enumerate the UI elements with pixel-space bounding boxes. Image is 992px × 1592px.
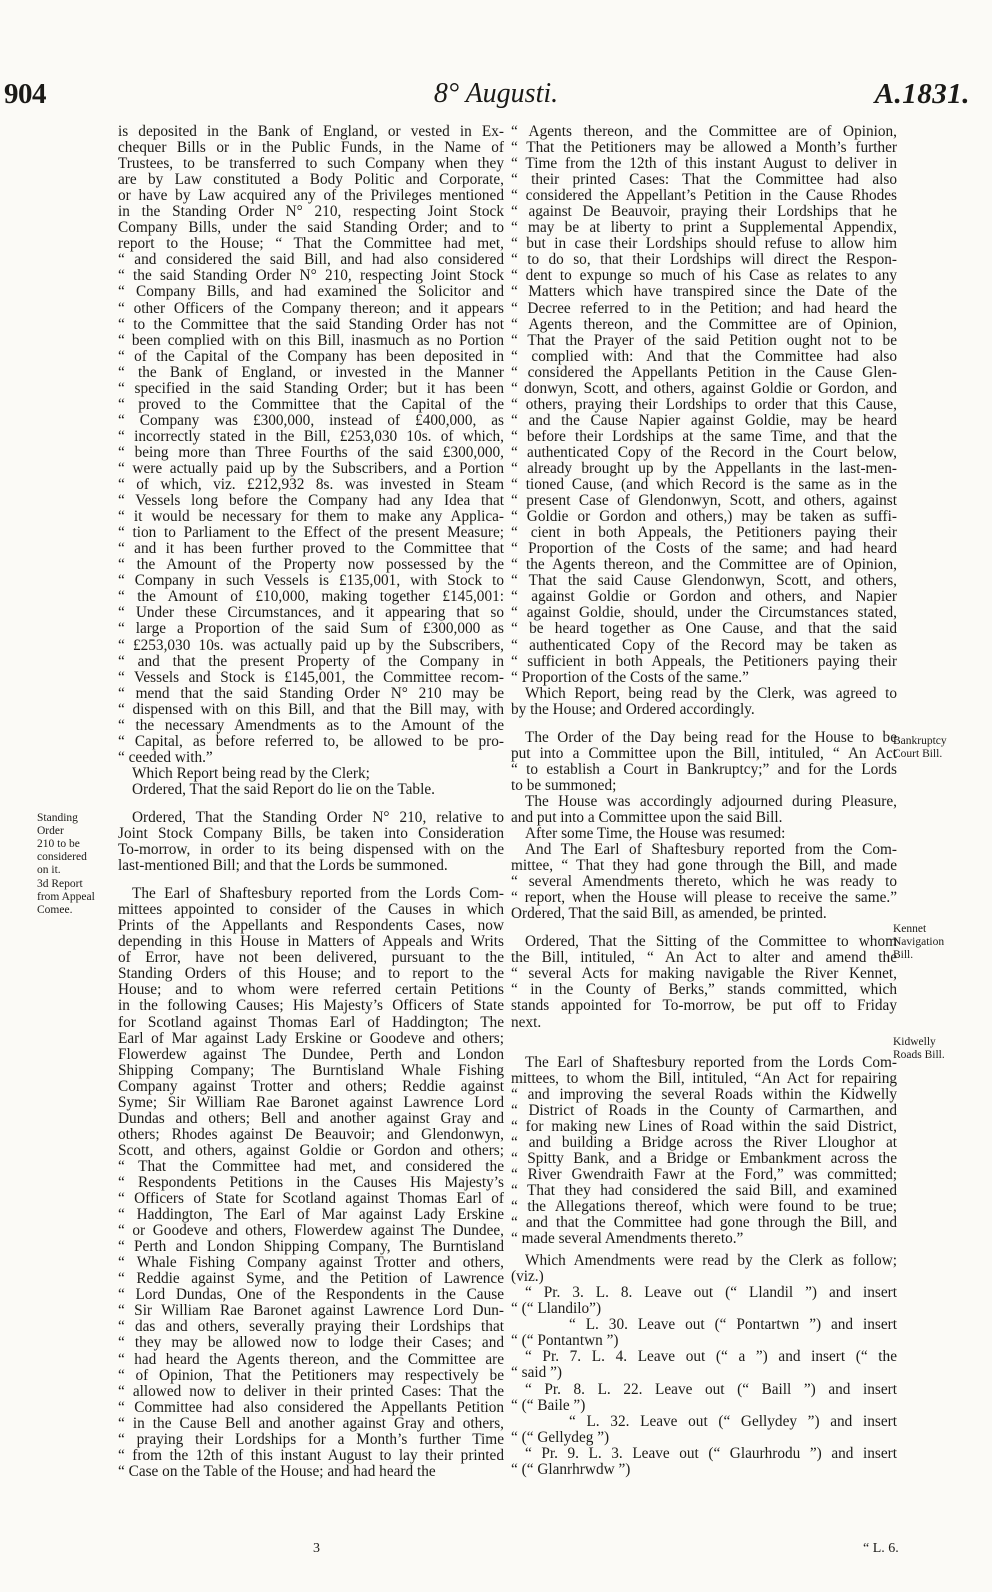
text-line: “ specified in the said Standing Order; but it has been [118, 380, 504, 397]
margin-note-line: 210 to be [37, 838, 80, 850]
text-line: “ cient in both Appeals, the Petitioners paying their [511, 525, 897, 542]
text-line: Shipping Company; The Burntisland Whale Fishing [118, 1062, 504, 1079]
margin-note-line: Standing [37, 812, 78, 824]
text-line: “ Lord Dundas, One of the Respondents in the Cause [118, 1287, 504, 1304]
text-line: “ to do so, that their Lordships will direct the Respon- [511, 252, 897, 269]
text-line: “ it would be necessary for them to make any Applica- [118, 509, 504, 526]
text-line: “ had heard the Agents thereon, and the Committee are [118, 1351, 504, 1368]
text-line: Company against Trotter and others; Reddie against [118, 1078, 504, 1095]
margin-note-kennet [893, 923, 985, 962]
text-line: “ against De Beauvoir, praying their Lordships that he [511, 204, 897, 221]
text-line: stands appointed for To-morrow, be put off to Friday [511, 998, 897, 1015]
amendment-line: “ (“ Baile ”) [511, 1397, 586, 1414]
text-line: “ in the County of Berks,” stands committed, which [511, 982, 897, 999]
margin-note-line: Court Bill. [893, 748, 943, 760]
text-line: “ Officers of State for Scotland against Thomas Earl of [118, 1191, 504, 1208]
text-line: “ Proportion of the Costs of the same.” [511, 669, 749, 686]
right-paragraph-9 [511, 1253, 897, 1285]
text-line: “ Sir William Rae Baronet against Lawrence Lord Dun- [118, 1303, 504, 1320]
text-line: “ to establish a Court in Bankruptcy;” and for the Lords [511, 761, 897, 778]
margin-note-line: on it. [37, 864, 61, 876]
text-line: Flowerdew against The Dundee, Perth and London [118, 1046, 504, 1063]
amendment-line: “ (“ Llandilo”) [511, 1301, 602, 1318]
text-line: by the House; and Ordered accordingly. [511, 701, 755, 718]
text-line: “ several Acts for making navigable the River Kennet, [511, 966, 897, 983]
text-line: “ of which, viz. £212,932 8s. was invested in Steam [118, 477, 504, 494]
text-line: “ Vessels and Stock is £145,001, the Committee recom- [118, 669, 504, 686]
text-line: the Bill, intituled, “ An Act to alter and amend the [511, 950, 897, 967]
text-line: for Scotland against Thomas Earl of Haddington; The [118, 1014, 504, 1031]
left-paragraph-3 [118, 810, 504, 874]
text-line: last-mentioned Bill; and that the Lords be summoned. [118, 858, 448, 875]
text-line: mittees, to whom the Bill, intituled, “An Act for repairing [511, 1070, 897, 1087]
text-line: chequer Bills or in the Public Funds, in the Name of [118, 140, 504, 157]
text-line: “ present Case of Glendonwyn, Scott, and others, against [511, 493, 897, 510]
text-line: “ but in case their Lordships should refuse to allow him [511, 236, 897, 253]
text-line: “ and that the Committee had gone through the Bill, and [511, 1215, 897, 1232]
text-line: “ the Amount of the Property now possessed by the [118, 557, 504, 574]
text-line: “ considered the Appellants Petition in the Cause Glen- [511, 364, 897, 381]
text-line: “ complied with: And that the Committee had also [511, 348, 897, 365]
margin-note-line: Comee. [37, 904, 73, 916]
text-line: “ and building a Bridge across the River Lloughor at [511, 1134, 897, 1151]
margin-note-line: Kidwelly [893, 1036, 936, 1048]
amendment-line: “ Pr. 7. L. 4. Leave out (“ a ”) and insert (“ the [525, 1349, 897, 1366]
margin-note-line: Order [37, 825, 64, 837]
text-line: “ Haddington, The Earl of Mar against Lady Erskine [118, 1207, 504, 1224]
left-paragraph-1 [118, 124, 504, 766]
text-line: “ Agents thereon, and the Committee are of Opinion, [511, 124, 897, 140]
right-column [511, 124, 897, 1478]
text-line: “ in the Cause Bell and another against Gray and others, [118, 1415, 504, 1432]
text-line: “ several Amendments thereto, which he was ready to [511, 874, 897, 891]
right-paragraph-2 [511, 686, 897, 718]
text-line: Scott, and others, against Goldie or Gordon and others; [118, 1142, 504, 1159]
margin-note-line: Bill. [893, 949, 914, 961]
text-line: “ Capital, as before referred to, be allowed to be pro- [118, 733, 504, 750]
text-line: “ and improving the several Roads within the Kidwelly [511, 1086, 897, 1103]
text-line: The Earl of Shaftesbury reported from the Lords Com- [525, 1054, 897, 1071]
text-line: “ Decree referred to in the Petition; and had heard the [511, 300, 897, 317]
text-line: Joint Stock Company Bills, be taken into Consideration [118, 826, 504, 843]
text-line: “ tioned Cause, (and which Record is the same as in the [511, 477, 897, 494]
margin-note-line: 3d Report [37, 878, 83, 890]
text-line: “ and it has been further proved to the Committee that [118, 541, 504, 558]
text-line: and put into a Committee upon the said Bill. [511, 809, 783, 826]
amendment-line: “ L. 32. Leave out (“ Gellydey ”) and insert [569, 1413, 897, 1430]
text-line: “ the Allegations thereof, which were found to be true; [511, 1199, 897, 1215]
text-line: “ considered the Appellant’s Petition in the Cause Rhodes [511, 188, 897, 205]
text-line: (viz.) [511, 1269, 544, 1286]
text-line: “ large a Proportion of the said Sum of £300,000 as [118, 621, 504, 638]
text-line: “ Proportion of the Costs of the same; and had heard [511, 541, 897, 558]
text-line: Earl of Mar against Lady Erskine or Goodeve and others; [118, 1030, 504, 1047]
text-line: “ Spitty Bank, and a Bridge or Embankment across the [511, 1150, 897, 1167]
text-line: mittees appointed to consider of the Causes in which [118, 902, 504, 919]
text-line: in the following Causes; His Majesty’s Officers of State [118, 998, 504, 1015]
text-line: “ others, praying their Lordships to order that this Cause, [511, 396, 897, 413]
text-line: “ District of Roads in the County of Carmarthen, and [511, 1102, 897, 1119]
text-line: The Earl of Shaftesbury reported from the Lords Com- [132, 886, 504, 903]
margin-note-line: from Appeal [37, 891, 95, 903]
amendment-line: “ (“ Gellydeg ”) [511, 1429, 610, 1446]
margin-note-third-report [37, 878, 103, 917]
right-paragraph-3 [511, 730, 897, 794]
text-line: “ Respondents Petitions in the Causes His Majesty’s [118, 1175, 504, 1191]
text-line: Dundas and others; Bell and another against Gray and [118, 1110, 504, 1127]
text-line: Ordered, That the said Bill, as amended, be printed. [511, 906, 827, 923]
text-line: put into a Committee upon the Bill, intituled, “ An Act [511, 745, 897, 762]
text-line: “ sufficient in both Appeals, the Petitioners paying their [511, 653, 897, 670]
text-line: “ Company Bills, and had examined the Solicitor and [118, 284, 504, 301]
text-line: “ made several Amendments thereto.” [511, 1231, 744, 1248]
text-line: “ their printed Cases: That the Committee had also [511, 172, 897, 189]
amendment-line: “ Pr. 9. L. 3. Leave out (“ Glaurhrodu ”) and insert [525, 1445, 897, 1462]
text-line: “ were actually paid up by the Subscribers, and a Portion [118, 460, 504, 477]
text-line: of Error, have not been delivered, pursuant to the [118, 950, 504, 967]
text-line: “ already brought up by the Appellants in the last-men- [511, 460, 897, 477]
text-line: Trustees, to be transferred to such Company when they [118, 156, 504, 173]
text-line: “ That the Committee had met, and considered the [118, 1158, 504, 1175]
margin-note-bankruptcy [893, 735, 985, 761]
text-line: “ Whale Fishing Company against Trotter and others, [118, 1255, 504, 1272]
amendments-list [511, 1285, 897, 1478]
left-paragraph-2 [118, 766, 504, 798]
text-line: “ before their Lordships at the same Time, and that the [511, 428, 897, 445]
right-paragraph-4 [511, 794, 897, 826]
text-line: “ Agents thereon, and the Committee are of Opinion, [511, 316, 897, 333]
text-line: “ tion to Parliament to the Effect of the present Measure; [118, 525, 504, 542]
text-line: “ report, when the House will please to receive the same.” [511, 890, 897, 907]
text-line: “ ceeded with.” [118, 749, 213, 766]
text-line: “ Company was £300,000, instead of £400,000, as [118, 412, 504, 429]
page-date: 8° Augusti. [433, 78, 559, 109]
text-line: “ Vessels long before the Company had any Idea that [118, 493, 504, 510]
text-line: “ allowed now to deliver in their printed Cases: That the [118, 1383, 504, 1400]
text-line: “ authenticated Copy of the Record in the Court below, [511, 444, 897, 461]
text-line: “ against Goldie, should, under the Circumstances stated, [511, 605, 897, 622]
left-column [118, 124, 504, 1480]
right-paragraph-8 [511, 1055, 897, 1248]
text-line: “ dispensed with on this Bill, and that the Bill may, with [118, 701, 504, 718]
amendment-line: “ Pr. 3. L. 8. Leave out (“ Llandil ”) and insert [525, 1285, 897, 1302]
text-line: Company Bills, under the said Standing Order; and to [118, 220, 504, 237]
text-line: “ the Agents thereon, and the Committee are of Opinion, [511, 557, 897, 574]
text-line: “ of the Capital of the Company has been deposited in [118, 348, 504, 365]
page-year: A.1831. [874, 78, 970, 110]
text-line: or have by Law acquired any of the Privileges mentioned [118, 188, 504, 205]
text-line: “ das and others, severally praying their Lordships that [118, 1319, 504, 1336]
text-line: Standing Orders of this House; and to report to the [118, 966, 504, 983]
text-line: House; and to whom were referred certain Petitions [118, 982, 504, 999]
amendment-line: “ said ”) [511, 1365, 562, 1382]
text-line: “ against Goldie or Gordon and others, and Napier [511, 589, 897, 606]
text-line: “ incorrectly stated in the Bill, £253,030 10s. of which, [118, 428, 504, 445]
right-paragraph-7 [511, 934, 897, 1030]
text-line: “ or Goodeve and others, Flowerdew against The Dundee, [118, 1223, 504, 1240]
text-line: Prints of the Appellants and Respondents Cases, now [118, 918, 504, 935]
text-line: “ Case on the Table of the House; and had heard the [118, 1463, 436, 1480]
text-line: “ Reddie against Syme, and the Petition of Lawrence [118, 1271, 504, 1288]
text-line: “ for making new Lines of Road within the said District, [511, 1118, 897, 1135]
text-line: is deposited in the Bank of England, or vested in Ex- [118, 124, 504, 140]
margin-note-kidwelly [893, 1036, 985, 1062]
text-line: “ authenticated Copy of the Record may be taken as [511, 637, 897, 654]
text-line: The Order of the Day being read for the House to be [525, 729, 897, 746]
text-line: “ proved to the Committee that the Capital of the [118, 396, 504, 413]
text-line: “ That the Prayer of the said Petition ought not to be [511, 332, 897, 349]
text-line: “ donwyn, Scott, and others, against Goldie or Gordon, and [511, 380, 897, 397]
text-line: “ River Gwendraith Fawr at the Ford,” was committed; [511, 1166, 897, 1183]
text-line: And The Earl of Shaftesbury reported from the Com- [525, 842, 897, 859]
text-line: “ Goldie or Gordon and others,) may be taken as suffi- [511, 509, 897, 526]
text-line: “ Matters which have transpired since the Date of the [511, 284, 897, 301]
text-line: “ praying their Lordships for a Month’s further Time [118, 1431, 504, 1448]
text-line: are by Law constituted a Body Politic and Corporate, [118, 172, 504, 189]
right-paragraph-5 [511, 826, 897, 842]
text-line: “ mend that the said Standing Order N° 210 may be [118, 685, 504, 702]
amendment-line: “ Pr. 8. L. 22. Leave out (“ Baill ”) and insert [525, 1381, 897, 1398]
text-line: “ other Officers of the Company thereon; and it appears [118, 300, 504, 317]
text-line: “ the necessary Amendments as to the Amount of the [118, 717, 504, 734]
text-line: “ and that the present Property of the Company in [118, 653, 504, 670]
text-line: to be summoned; [511, 777, 617, 794]
signature-mark: 3 [313, 1541, 320, 1556]
text-line: Which Amendments were read by the Clerk as follow; [525, 1253, 897, 1270]
text-line: Ordered, That the said Report do lie on the Table. [132, 781, 435, 798]
text-line: “ the Bank of England, or invested in the Manner [118, 364, 504, 381]
text-line: Syme; Sir William Rae Baronet against Lawrence Lord [118, 1094, 504, 1111]
text-line: Which Report being read by the Clerk; [132, 765, 370, 782]
amendment-line: “ (“ Pontantwn ”) [511, 1333, 619, 1350]
text-line: next. [511, 1014, 542, 1031]
amendment-line: “ L. 30. Leave out (“ Pontartwn ”) and insert [569, 1317, 897, 1334]
text-line: “ been complied with on this Bill, inasmuch as no Portion [118, 332, 504, 349]
text-line: “ That the said Cause Glendonwyn, Scott, and others, [511, 573, 897, 590]
text-line: Which Report, being read by the Clerk, was agreed to [525, 685, 897, 702]
text-line: “ Time from the 12th of this instant August to deliver in [511, 156, 897, 173]
margin-note-line: Roads Bill. [893, 1049, 945, 1061]
text-line: The House was accordingly adjourned during Pleasure, [525, 793, 897, 810]
text-line: “ dent to expunge so much of his Case as relates to any [511, 268, 897, 285]
margin-note-standing-order [37, 812, 103, 877]
text-line: “ £253,030 10s. was actually paid up by the Subscribers, [118, 637, 504, 654]
text-line: “ That the Petitioners may be allowed a Month’s further [511, 140, 897, 157]
text-line: “ being more than Three Fourths of the said £300,000, [118, 444, 504, 461]
text-line: Ordered, That the Standing Order N° 210, relative to [132, 809, 504, 826]
text-line: depending in this House in Matters of Appeals and Writs [118, 934, 504, 951]
text-line: in the Standing Order N° 210, respecting Joint Stock [118, 204, 504, 221]
catchword: “ L. 6. [863, 1541, 899, 1556]
text-line: mittee, “ That they had gone through the Bill, and made [511, 858, 897, 875]
text-line: “ Perth and London Shipping Company, The Burntisland [118, 1239, 504, 1256]
left-paragraph-4 [118, 886, 504, 1480]
text-line: “ Company in such Vessels is £135,001, with Stock to [118, 573, 504, 590]
text-line: Ordered, That the Sitting of the Committee to whom [525, 934, 897, 951]
page-number: 904 [4, 78, 46, 110]
text-line: “ they may be allowed now to lodge their Cases; and [118, 1335, 504, 1352]
text-line: To-morrow, in order to its being dispensed with on the [118, 842, 504, 859]
text-line: “ from the 12th of this instant August to lay their printed [118, 1447, 504, 1464]
text-line: report to the House; “ That the Committee had met, [118, 236, 504, 253]
text-line: “ Under these Circumstances, and it appearing that so [118, 605, 504, 622]
text-line: others; Rhodes against De Beauvoir; and Glendonwyn, [118, 1126, 504, 1143]
text-line: “ the Amount of £10,000, making together £145,001: [118, 589, 504, 606]
text-line: “ and the Cause Napier against Goldie, may be heard [511, 412, 897, 429]
text-line: “ the said Standing Order N° 210, respecting Joint Stock [118, 268, 504, 285]
text-line: “ of Opinion, That the Petitioners may respectively be [118, 1367, 504, 1384]
right-paragraph-6 [511, 842, 897, 922]
text-line: “ may be at liberty to print a Supplemental Appendix, [511, 220, 897, 237]
margin-note-line: considered [37, 851, 87, 863]
right-paragraph-1 [511, 124, 897, 686]
text-line: “ That they had considered the said Bill, and examined [511, 1182, 897, 1199]
amendment-line: “ (“ Glanrhrwdw ”) [511, 1461, 631, 1478]
text-line: “ to the Committee that the said Standing Order has not [118, 316, 504, 333]
text-line: “ and considered the said Bill, and had also considered [118, 252, 504, 269]
margin-note-line: Navigation [893, 936, 945, 948]
text-line: After some Time, the House was resumed: [525, 826, 786, 843]
text-line: “ be heard together as One Cause, and that the said [511, 621, 897, 638]
text-line: “ Committee had also considered the Appellants Petition [118, 1399, 504, 1416]
margin-note-line: Bankruptcy [893, 735, 947, 747]
margin-note-line: Kennet [893, 923, 927, 935]
